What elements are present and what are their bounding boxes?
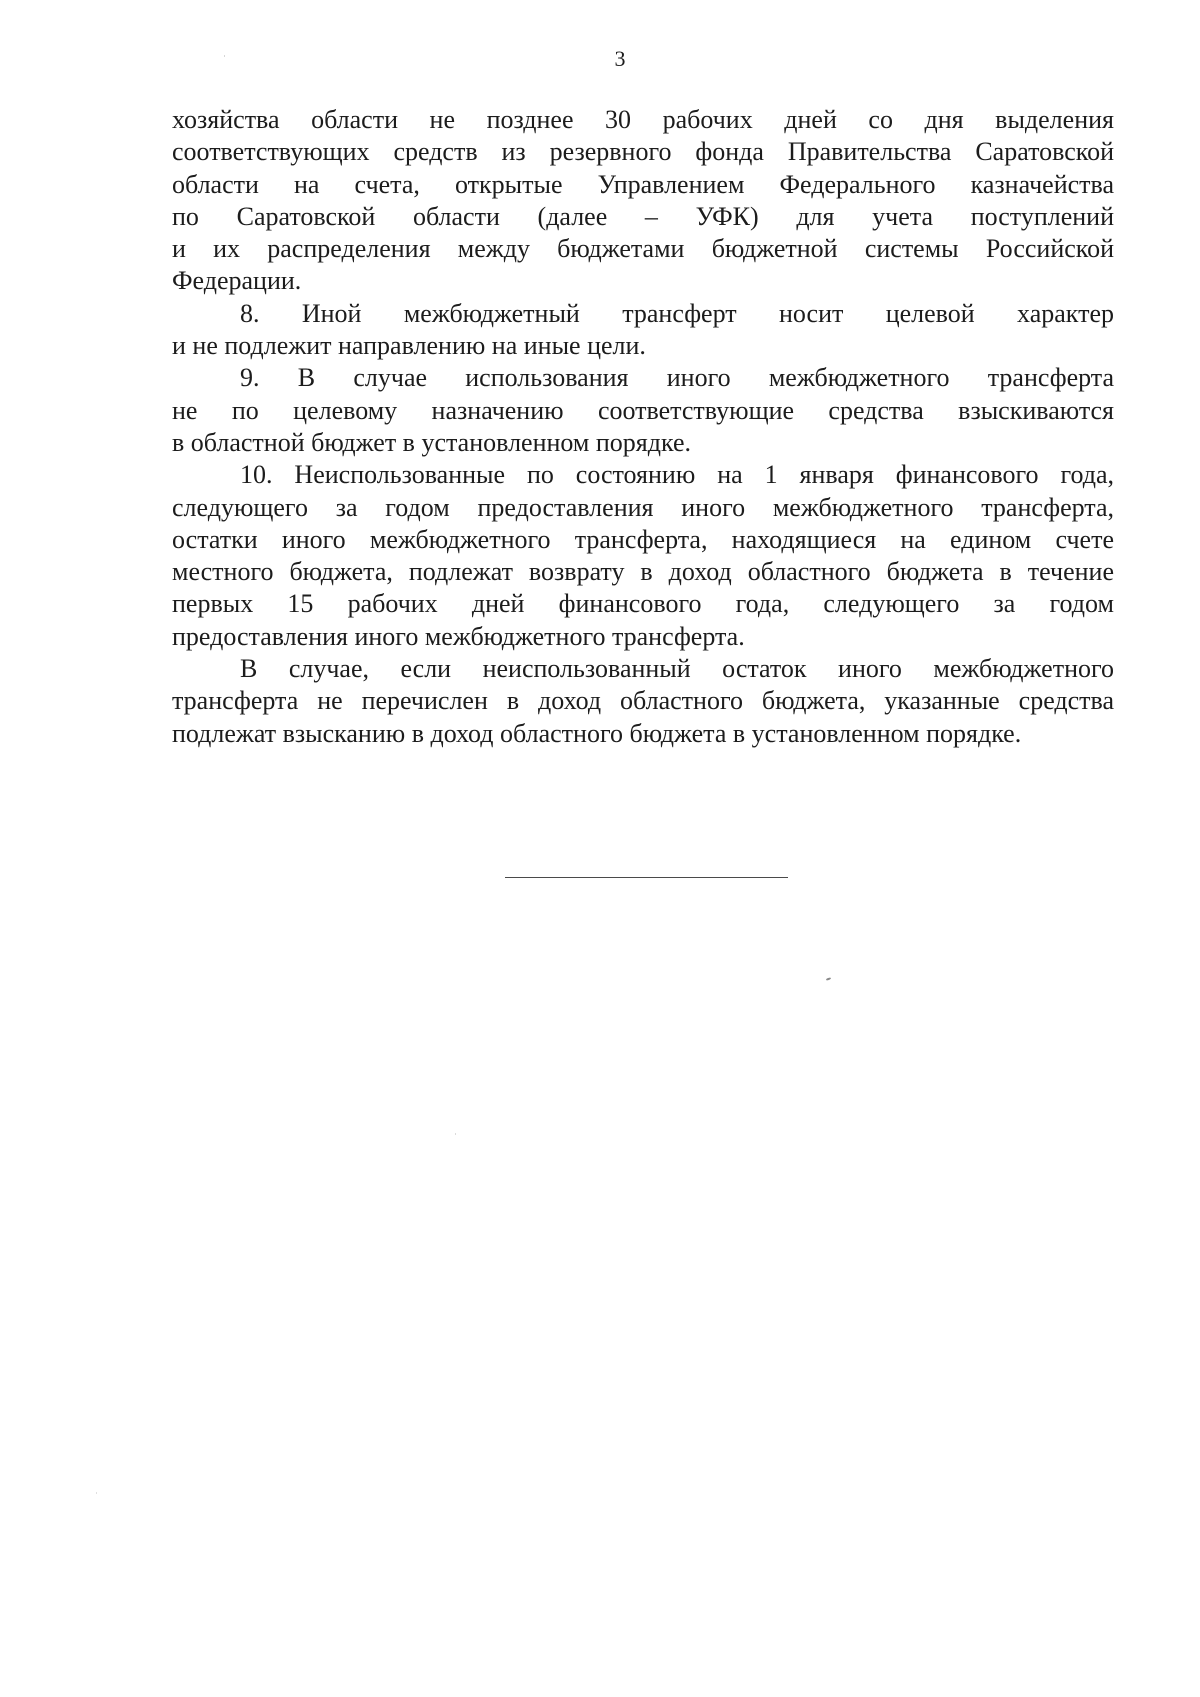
text-line: хозяйства области не позднее 30 рабочих дней со дня выделения [172,105,1114,134]
text-line: по Саратовской области (далее – УФК) для учета поступлений [172,201,1114,231]
scan-mark [96,1492,97,1494]
text-line: предоставления иного межбюджетного трансферта. [172,621,745,651]
paragraph-10-second [172,653,1114,750]
text-line: области на счета, открытые Управлением Федерального казначейства [172,169,1114,199]
closing-separator-line [505,877,788,878]
text-line: не по целевому назначению соответствующие средства взыскиваются [172,395,1114,425]
text-line: местного бюджета, подлежат возврату в доход областного бюджета в течение [172,557,1114,587]
scan-mark [826,977,831,981]
text-line: Федерации. [172,266,302,296]
paragraph-7-continuation [172,104,1114,298]
text-line: 9. В случае использования иного межбюджетного трансферта [240,363,1114,393]
text-line: в областной бюджет в установленном порядке. [172,427,691,457]
scan-mark [224,55,225,57]
text-line: соответствующих средств из резервного фонда Правительства Саратовской [172,137,1114,167]
scan-mark [455,1133,456,1135]
text-line: подлежат взысканию в доход областного бюджета в установленном порядке. [172,718,1022,748]
paragraph-8 [172,298,1114,363]
paragraph-10 [172,459,1114,653]
text-line: В случае, если неиспользованный остаток иного межбюджетного [240,654,1114,684]
text-line: первых 15 рабочих дней финансового года, следующего за годом [172,589,1114,619]
text-line: трансферта не перечислен в доход областного бюджета, указанные средства [172,686,1114,716]
text-line: остатки иного межбюджетного трансферта, находящиеся на едином счете [172,524,1114,554]
text-line: и их распределения между бюджетами бюджетной системы Российской [172,234,1114,264]
text-line: 8. Иной межбюджетный трансферт носит целевой характер [240,298,1114,328]
text-line: 10. Неиспользованные по состоянию на 1 января финансового года, [240,460,1114,490]
paragraph-9 [172,362,1114,459]
text-line: и не подлежит направлению на иные цели. [172,331,646,361]
document-body [172,104,1114,750]
text-line: следующего за годом предоставления иного межбюджетного трансферта, [172,492,1114,522]
page-number: 3 [614,46,626,71]
